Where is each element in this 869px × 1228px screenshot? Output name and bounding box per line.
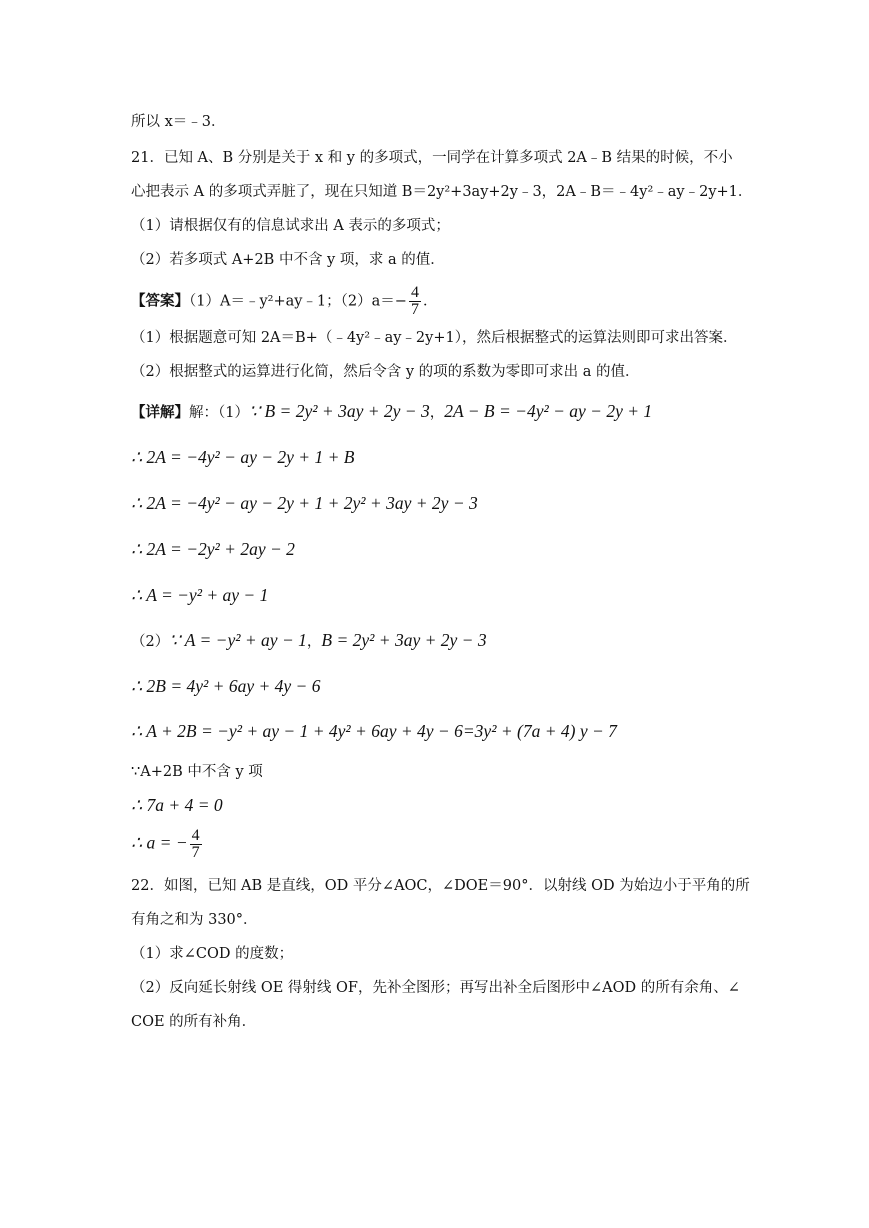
analysis-1: （1）根据题意可知 2A＝B+（﹣4y²﹣ay﹣2y+1），然后根据整式的运算法则即可求出答案． [131, 330, 738, 346]
answer-line [131, 285, 437, 318]
fraction [409, 285, 421, 318]
text-line: 有角之和为 330°． [131, 912, 258, 928]
answer-text: （1）A＝﹣y²+ay﹣1；（2）a＝− [189, 293, 407, 310]
equation-line: ∴ 7a + 4 = 0 [131, 795, 223, 815]
analysis-2: （2）根据整式的运算进行化简，然后令含 y 的项的系数为零即可求出 a 的值． [131, 364, 640, 380]
fraction-denominator: 7 [410, 301, 419, 318]
detail-line [131, 401, 652, 423]
equation: ∴ a = − [131, 832, 188, 853]
fraction-denominator: 7 [191, 844, 200, 861]
separator: ， [429, 405, 445, 421]
detail-part-2 [131, 630, 487, 652]
equation: ∵ A = −y² + ay − 1 [169, 630, 307, 650]
detail-intro: 解：（1） [189, 405, 249, 421]
separator: ， [306, 634, 322, 650]
detail-label: 【详解】 [131, 404, 189, 421]
equation-line [131, 828, 204, 861]
question-21-part-1: （1）请根据仅有的信息试求出 A 表示的多项式； [131, 218, 450, 234]
fraction-numerator: 4 [410, 284, 419, 301]
equation: 2A − B = −4y² − ay − 2y + 1 [444, 401, 653, 421]
equation-line: ∴ A = −y² + ay − 1 [131, 585, 269, 605]
question-22-part-2: （2）反向延长射线 OE 得射线 OF，先补全图形；再写出补全后图形中∠AOD 的所有余角、∠ [131, 980, 740, 996]
text-line: 所以 x＝﹣3． [131, 114, 226, 130]
equation: B = 2y² + 3ay + 2y − 3 [321, 630, 487, 650]
text-line: 心把表示 A 的多项式弄脏了，现在只知道 B＝2y²+3ay+2y﹣3，2A﹣B＝﹣4y²﹣ay﹣2y+1． [131, 184, 753, 200]
question-21-part-2: （2）若多项式 A+2B 中不含 y 项，求 a 的值． [131, 252, 445, 268]
fraction [190, 828, 202, 861]
question-22-part-1: （1）求∠COD 的度数； [131, 946, 294, 962]
fraction-numerator: 4 [191, 827, 200, 844]
equation-line: ∴ 2A = −2y² + 2ay − 2 [131, 539, 295, 559]
question-22-stem: 22．如图，已知 AB 是直线，OD 平分∠AOC，∠DOE＝90°．以射线 OD 为始边小于平角的所 [131, 878, 750, 894]
answer-end: ． [422, 293, 438, 310]
part-label: （2） [131, 634, 170, 650]
equation-line: ∴ 2A = −4y² − ay − 2y + 1 + B [131, 447, 355, 467]
question-21-stem: 21．已知 A、B 分别是关于 x 和 y 的多项式，一同学在计算多项式 2A﹣B 结果的时候，不小 [131, 150, 733, 166]
equation-line: ∴ 2A = −4y² − ay − 2y + 1 + 2y² + 3ay + 2y − 3 [131, 493, 478, 513]
text-line: ∵A+2B 中不含 y 项 [131, 764, 263, 780]
equation-line: ∴ 2B = 4y² + 6ay + 4y − 6 [131, 676, 321, 696]
answer-label: 【答案】 [131, 292, 189, 310]
text-line: COE 的所有补角． [131, 1014, 257, 1030]
equation-line: ∴ A + 2B = −y² + ay − 1 + 4y² + 6ay + 4y − 6=3y² + (7a + 4) y − 7 [131, 721, 617, 741]
equation: ∵ B = 2y² + 3ay + 2y − 3 [248, 401, 430, 421]
